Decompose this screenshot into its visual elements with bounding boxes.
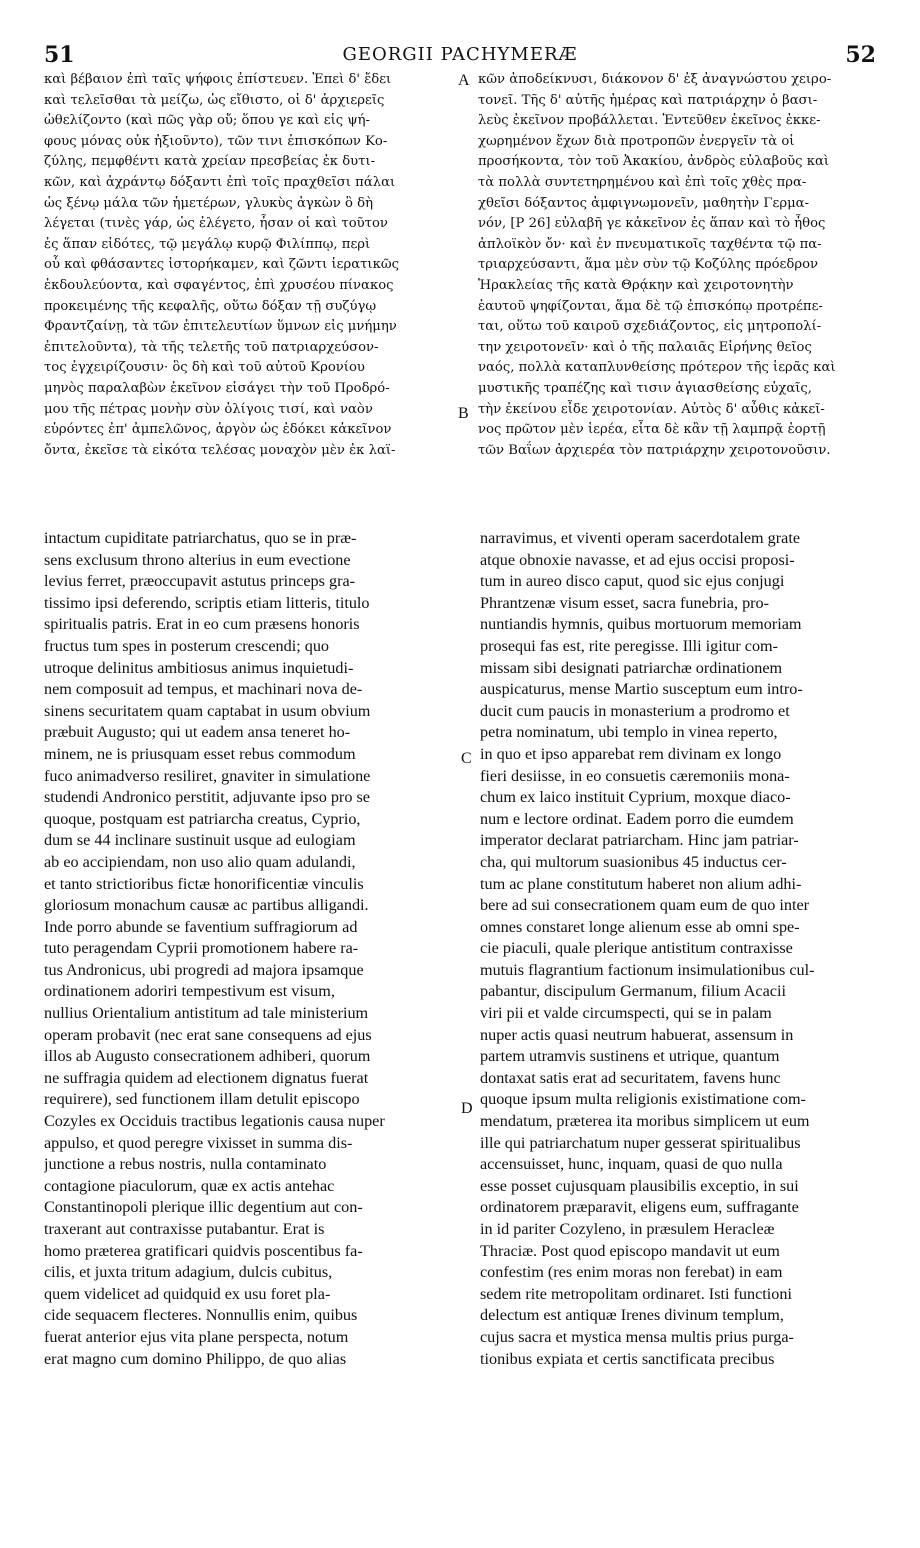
text-line: sens exclusum throno alterius in eum evectione bbox=[44, 550, 351, 569]
text-line: cide sequacem flecteres. Nonnullis enim, quibus bbox=[44, 1306, 358, 1325]
text-line: cha, qui multorum suasionibus 45 inductus cer- bbox=[480, 852, 787, 871]
text-line: homo præterea gratificari quidvis poscentibus fa- bbox=[44, 1241, 363, 1260]
text-line: ὡς ξένῳ μάλα τῶν ἡμετέρων, γλυκὺς ἀγκὼν ὃ δὴ bbox=[44, 195, 373, 211]
margin-letter-a: A bbox=[458, 72, 470, 89]
text-line: bere ad sui consecrationem quam eum de quo inter bbox=[480, 896, 810, 915]
text-line: dum se 44 inclinare sustinuit usque ad eulogiam bbox=[44, 831, 356, 850]
text-line: νος πρῶτον μὲν ἱερέα, εἶτα δὲ κἂν τῇ λαμπρᾷ ἑορτῇ bbox=[478, 422, 826, 438]
text-line: narravimus, et viventi operam sacerdotalem grate bbox=[480, 529, 801, 547]
text-line: illos ab Augusto consecrationem adhiberi, quorum bbox=[44, 1047, 371, 1066]
text-line: ναός, πολλὰ καταπλυνθείσης πρότερον τῆς ἱερᾶς καὶ bbox=[478, 360, 836, 376]
text-line: minem, ne is priusquam esset rebus commodum bbox=[44, 744, 356, 763]
text-line: την χειροτονεῖν· καὶ ὁ τῆς παλαιᾶς Εἰρήνης θεῖος bbox=[478, 339, 812, 355]
text-line: ducit cum paucis in monasterium a prodromo et bbox=[480, 701, 790, 720]
margin-letter-c: C bbox=[461, 750, 472, 767]
text-line: prosequi fas est, rite peregisse. Illi igitur com- bbox=[480, 636, 779, 655]
text-line: operam probavit (nec erat sane consequens ad ejus bbox=[44, 1025, 372, 1044]
text-line: Constantinopoli plerique illic degentium aut con- bbox=[44, 1198, 363, 1217]
text-line: ordinatorem præparavit, eligens eum, suffragante bbox=[480, 1198, 799, 1217]
text-line: τὰ πολλὰ συντετηρημένου καὶ ἐπὶ τοῖς χθὲς πρα- bbox=[478, 174, 807, 190]
text-line: requirere), sed functionem illam detulit episcopo bbox=[44, 1090, 360, 1109]
text-line: appulso, et quod peregre vixisset in summa dis- bbox=[44, 1133, 353, 1152]
text-line: mutuis flagrantium factionum insimulationibus cul- bbox=[480, 960, 815, 979]
text-line: nullius Orientalium antistitum ad tale ministerium bbox=[44, 1004, 369, 1023]
text-line: quoque ipsum multa religionis existimatione com- bbox=[480, 1090, 806, 1109]
text-line: auspicaturus, mense Martio susceptum eum intro- bbox=[480, 680, 803, 699]
text-line: ordinationem adoriri tempestivum est visum, bbox=[44, 982, 335, 1001]
page-number-right: 52 bbox=[845, 42, 876, 68]
text-line: levius ferret, præoccupavit astutus princeps gra- bbox=[44, 572, 356, 591]
text-line: confestim (res enim moras non ferebat) in eam bbox=[480, 1263, 783, 1282]
text-line: cilis, et juxta tritum adagium, dulcis cubitus, bbox=[44, 1263, 333, 1282]
text-line: petra nominatum, ubi templo in vinea reperto, bbox=[480, 723, 778, 742]
text-line: delectum est antiquæ Irenes divinum templum, bbox=[480, 1306, 784, 1325]
text-line: imperator declarat patriarcham. Hinc jam patriar- bbox=[480, 831, 799, 850]
text-line: Cozyles ex Occiduis tractibus legationis causa nuper bbox=[44, 1112, 385, 1131]
text-line: ζύλης, πεμφθέντι κατὰ χρείαν πρεσβείας ἐκ δυτι- bbox=[44, 154, 376, 170]
text-line: intactum cupiditate patriarchatus, quo se in præ- bbox=[44, 529, 357, 547]
page-header bbox=[44, 42, 876, 72]
text-line: junctione a rebus nostris, nulla contaminato bbox=[44, 1155, 327, 1174]
running-title: GEORGII PACHYMERÆ bbox=[342, 44, 578, 65]
text-line: ille qui patriarchatum nuper gesserat spiritualibus bbox=[480, 1133, 801, 1152]
text-line: atque obnoxie navasse, et ad ejus occisi proposi- bbox=[480, 550, 795, 569]
text-line: et tanto strictioribus fictæ honorificentiæ vinculis bbox=[44, 874, 364, 893]
text-line: quem videlicet ad quidquid ex usu foret pla- bbox=[44, 1284, 331, 1303]
text-line: τὴν ἐκείνου εἶδε χειροτονίαν. Αὐτὸς δ' αὖθις κἀκεῖ- bbox=[478, 401, 825, 417]
text-line: fuerat anterior ejus vita plane perspecta, notum bbox=[44, 1327, 349, 1346]
text-line: dontaxat satis erat ad securitatem, favens hunc bbox=[480, 1068, 781, 1087]
text-line: καὶ βέβαιον ἐπὶ ταῖς ψήφοις ἐπίστευεν. Ἐπεὶ δ' ἔδει bbox=[44, 72, 392, 87]
text-line: nuntiandis hymnis, quibus mortuorum memoriam bbox=[480, 615, 802, 634]
text-line: φους μόνας οὐκ ἠξιοῦντο), τῶν τινι ἐπισκόπων Κο- bbox=[44, 133, 388, 149]
text-line: τῶν Βαΐων ἀρχιερέα τὸν πατριάρχην χειροτονοῦσιν. bbox=[478, 442, 831, 458]
text-line: τονεῖ. Τῆς δ' αὐτῆς ἡμέρας καὶ πατριάρχην ὁ βασι- bbox=[478, 92, 818, 108]
text-line: spiritualis patris. Erat in eo cum præsens honoris bbox=[44, 615, 360, 634]
text-line: contagione piaculorum, quæ ex actis antehac bbox=[44, 1176, 335, 1195]
text-line: tionibus expiata et certis sanctificata precibus bbox=[480, 1349, 775, 1368]
text-line: utroque delinitus ambitiosus animus inquietudi- bbox=[44, 658, 354, 677]
text-line: sinens securitatem quam captabat in usum obvium bbox=[44, 701, 371, 720]
text-line: λέγεται (τινὲς γάρ, ὡς ἐλέγετο, ἦσαν οἱ καὶ τοῦτον bbox=[44, 216, 388, 232]
text-line: sedem rite metropolitam ordinaret. Isti functioni bbox=[480, 1284, 792, 1303]
text-line: chum ex laico instituit Cyprium, moxque diaco- bbox=[480, 788, 791, 807]
text-line: τος ἐγχειρίζουσιν· ὃς δὴ καὶ τοῦ αὐτοῦ Κρονίου bbox=[44, 360, 365, 376]
text-line: χωρημένον ἔχων διὰ προτροπῶν ἐνεργεῖν τὰ οἱ bbox=[478, 133, 795, 149]
text-line: κῶν ἀποδείκνυσι, διάκονον δ' ἐξ ἀναγνώστου χειρο- bbox=[478, 72, 832, 87]
text-line: ἁπλοϊκὸν ὄν· καὶ ἐν πνευματικοῖς ταχθέντα τῷ πα- bbox=[478, 236, 822, 252]
text-line: ἐκδουλεύοντα, καὶ σφαγέντος, ἐπὶ χρυσέου πίνακος bbox=[44, 277, 394, 293]
text-line: κῶν, καὶ ἀχράντῳ δόξαντι ἐπὶ τοῖς πραχθεῖσι πάλαι bbox=[44, 174, 396, 190]
text-line: accensuisset, hunc, inquam, quasi de quo nulla bbox=[480, 1155, 783, 1174]
text-line: tus Andronicus, ubi progredi ad majora ipsamque bbox=[44, 960, 364, 979]
text-line: tum ac plane constitutum haberet non alium adhi- bbox=[480, 874, 802, 893]
text-line: Thraciæ. Post quod episcopo mandavit ut eum bbox=[480, 1241, 780, 1260]
text-line: traxerant aut contraxisse putabantur. Erat is bbox=[44, 1220, 325, 1238]
text-line: pabantur, discipulum Germanum, filium Acacii bbox=[480, 982, 786, 1001]
margin-letter-d: D bbox=[461, 1100, 473, 1117]
text-line: εὑρόντες ἐπ' ἀμπελῶνος, ἀργὸν ὡς ἐδόκει κἀκεῖνον bbox=[44, 422, 392, 438]
greek-column-left bbox=[44, 70, 454, 461]
text-line: in id pariter Cozyleno, in præsulem Heracleæ bbox=[480, 1220, 775, 1238]
greek-column-right bbox=[478, 70, 882, 461]
text-line: tuto peragendam Cyprii promotionem habere ra- bbox=[44, 939, 359, 958]
text-line: ἑαυτοῦ ψηφίζονται, ἅμα δὲ τῷ ἐπισκόπῳ προτρέπε- bbox=[478, 298, 823, 314]
text-line: νόν, [P 26] εὐλαβῆ γε κἀκεῖνον ἐς ἅπαν καὶ τὸ ἦθος bbox=[478, 216, 826, 232]
text-line: Phrantzenæ visum esset, sacra funebria, pro- bbox=[480, 593, 770, 612]
text-line: ἐπιτελοῦντα), τὰ τῆς τελετῆς τοῦ πατριαρχεύσον- bbox=[44, 339, 379, 355]
text-line: fuco animadverso resiliret, gnaviter in simulatione bbox=[44, 766, 371, 785]
text-line: οὗ καὶ φθάσαντες ἱστορήκαμεν, καὶ ζῶντι ἱερατικῶς bbox=[44, 257, 399, 273]
text-line: tissimo ipsi deferendo, scriptis etiam litteris, titulo bbox=[44, 593, 370, 612]
text-line: Inde porro abunde se faventium suffragiorum ad bbox=[44, 917, 358, 936]
text-line: cie piaculi, quale plerique antistitum contraxisse bbox=[480, 939, 793, 958]
text-line: μυστικῆς τραπέζης καὶ τισιν ἁγιασθείσης εὐχαῖς, bbox=[478, 380, 812, 396]
text-line: τριαρχεύσαντι, ἅμα μὲν σὺν τῷ Κοζύλης πρόεδρον bbox=[478, 257, 819, 273]
text-line: mendatum, præterea ita moribus simplicem ut eum bbox=[480, 1112, 810, 1131]
text-line: in quo et ipso apparebat rem divinam ex longo bbox=[480, 744, 782, 763]
text-line: esse posset cujusquam plausibilis exceptio, in sui bbox=[480, 1176, 799, 1195]
text-line: προκειμένης τῆς κεφαλῆς, οὕτω δόξαν τῇ συζύγῳ bbox=[44, 298, 377, 314]
text-line: ὄντα, ἐκεῖσε τὰ εἰκότα τελέσας μοναχὸν μὲν ἐκ λαϊ- bbox=[44, 442, 396, 458]
text-line: ab eo accipiendam, non uso alio quam adulandi, bbox=[44, 852, 356, 871]
text-line: μου τῆς πέτρας μονὴν σὺν ὀλίγοις τισί, καὶ ναὸν bbox=[44, 401, 373, 417]
text-line: gloriosum monachum causæ ac partibus alligandi. bbox=[44, 896, 369, 915]
text-line: nem composuit ad tempus, et machinari nova de- bbox=[44, 680, 363, 699]
text-line: ται, οὕτω τοῦ καιροῦ σχεδιάζοντος, εἰς μητροπολί- bbox=[478, 319, 822, 335]
text-line: cujus sacra et mystica mensa multis prius purga- bbox=[480, 1327, 794, 1346]
text-line: studendi Andronico perstitit, adjuvante ipso pro se bbox=[44, 788, 370, 807]
text-line: ὠθελίζοντο (καὶ πῶς γὰρ οὔ; ὅπου γε καὶ εἰς ψή- bbox=[44, 113, 371, 129]
text-line: erat magno cum domino Philippo, de quo alias bbox=[44, 1349, 347, 1368]
text-line: tum in aureo disco caput, quod sic ejus conjugi bbox=[480, 572, 785, 591]
text-line: quoque, postquam est patriarcha creatus, Cyprio, bbox=[44, 809, 361, 828]
text-line: Ἡρακλείας τῆς κατὰ Θρᾴκην καὶ χειροτονητὴν bbox=[478, 277, 794, 293]
text-line: missam sibi designati patriarchæ ordinationem bbox=[480, 658, 783, 677]
text-line: viri pii et valde circumspecti, qui se in palam bbox=[480, 1004, 772, 1023]
page-number-left: 51 bbox=[44, 42, 75, 68]
text-line: fieri desiisse, in eo consuetis cæremoniis mona- bbox=[480, 766, 790, 785]
text-line: λεὺς ἐκεῖνον προβάλλεται. Ἐντεῦθεν ἐκεῖνος ἐκκε- bbox=[478, 113, 821, 129]
text-line: partem utramvis sustinens et utrique, quantum bbox=[480, 1047, 780, 1066]
text-line: omnes constaret longe alienum esse ab omni spe- bbox=[480, 917, 800, 936]
latin-column-right bbox=[480, 528, 882, 1370]
latin-column-left bbox=[44, 528, 460, 1370]
margin-letter-b: B bbox=[458, 405, 469, 422]
text-line: nuper actis quasi neutrum habuerat, assensum in bbox=[480, 1025, 794, 1044]
text-line: fructus tum spes in posterum crescendi; quo bbox=[44, 636, 330, 655]
text-line: προσήκοντα, τὸν τοῦ Ἀκακίου, ἀνδρὸς εὐλαβοῦς καὶ bbox=[478, 154, 830, 170]
text-line: num e lectore ordinat. Eadem porro die eumdem bbox=[480, 809, 794, 828]
text-line: ἐς ἅπαν εἰδότες, τῷ μεγάλῳ κυρῷ Φιλίππῳ, περὶ bbox=[44, 236, 371, 252]
text-line: χθεῖσι δόξαντος ἀμφιγνωμονεῖν, μαθητὴν Γερμα- bbox=[478, 195, 810, 211]
text-line: præbuit Augusto; qui ut eadem ansa teneret ho- bbox=[44, 723, 351, 742]
text-line: καὶ τελεῖσθαι τὰ μείζω, ὡς εἴθιστο, οἱ δ' ἀρχιερεῖς bbox=[44, 92, 385, 108]
text-line: ne suffragia quidem ad electionem dignatus fuerat bbox=[44, 1068, 369, 1087]
text-line: μηνὸς παραλαβὼν ἐκεῖνον εἰσάγει τὴν τοῦ Προδρό- bbox=[44, 380, 390, 396]
text-line: Φραντζαίνῃ, τὰ τῶν ἐπιτελευτίων ὕμνων εἰς μνήμην bbox=[44, 319, 397, 335]
